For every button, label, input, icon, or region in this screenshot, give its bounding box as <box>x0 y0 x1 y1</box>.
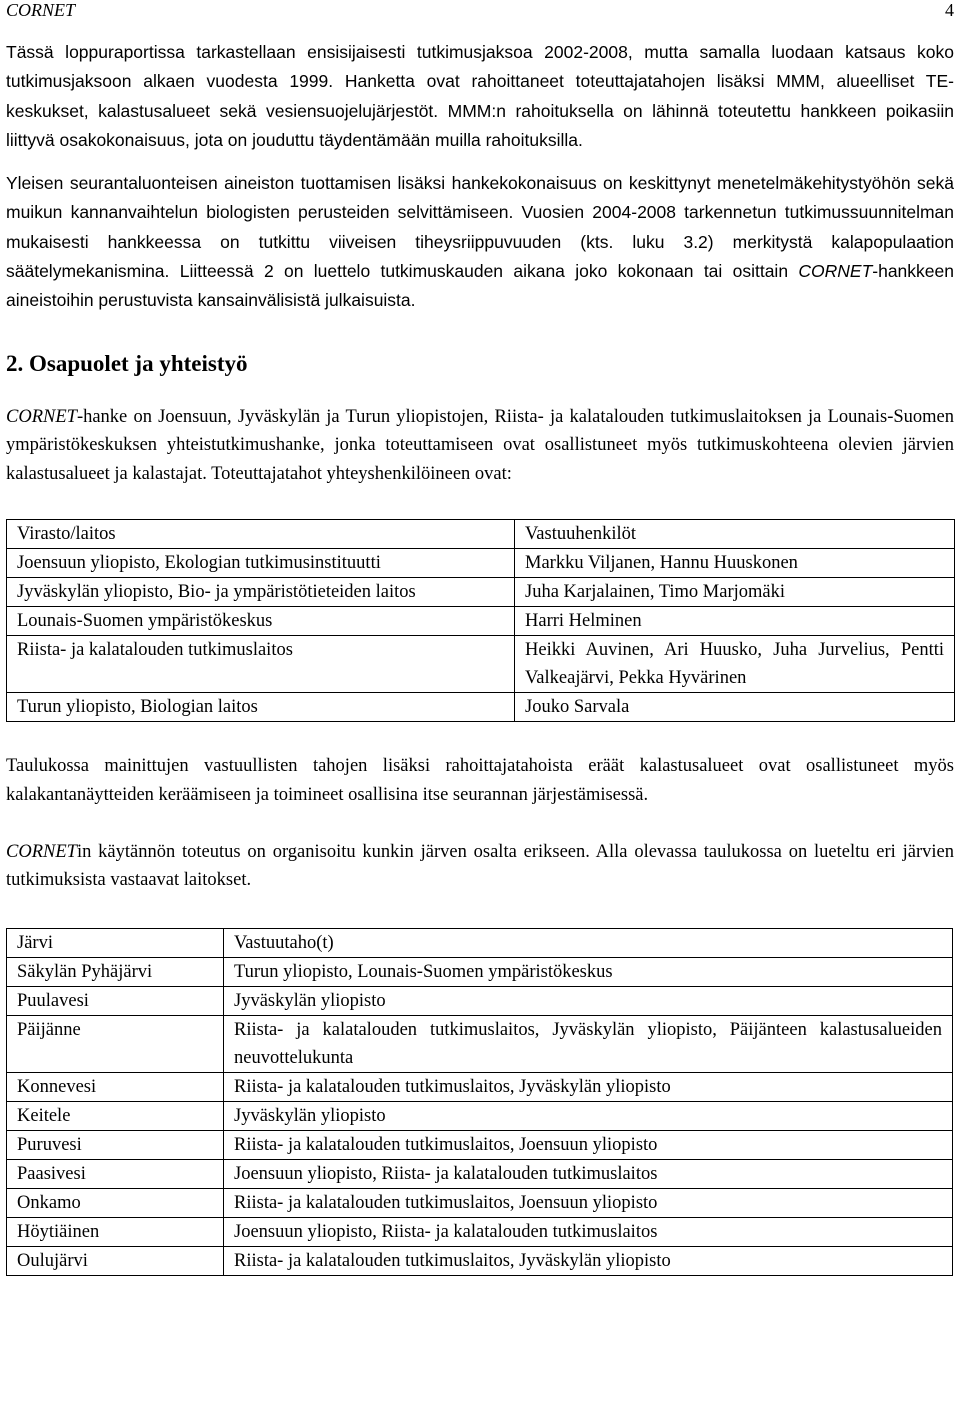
table-row <box>7 578 955 607</box>
table-cell: Harri Helminen <box>515 607 955 636</box>
cornet-emphasis: CORNET <box>6 841 77 862</box>
table-header-cell: Vastuuhenkilöt <box>515 520 955 549</box>
table-cell: Riista- ja kalatalouden tutkimuslaitos, Jyväskylän yliopisto <box>224 1072 953 1101</box>
table-cell: Joensuun yliopisto, Riista- ja kalatalouden tutkimuslaitos <box>224 1217 953 1246</box>
cornet-emphasis: CORNET <box>798 261 873 282</box>
section-paragraph: CORNET-hanke on Joensuun, Jyväskylän ja Turun yliopistojen, Riista- ja kalatalouden tutkimuslaitoksen ja Lounais-Suomen ympäristökeskuksen yhteistutkimushanke, jonka toteuttamiseen ovat osallistuneet myös tutkimuskohteena olevien järvien kalastusalueet ja kalastajat. Toteuttajatahot yhteyshenkilöineen ovat: <box>6 406 954 484</box>
table-cell: Höytiäinen <box>7 1217 224 1246</box>
intro-paragraph-2: Yleisen seurantaluonteisen aineiston tuottamisen lisäksi hankekokonaisuus on keskittynyt menetelmäkehitystyöhön sekä muikun kannanvaihtelun biologisten perusteiden selvittämiseen. Vuosien 2004-2008 tarkennetun tutkimussuunnitelman mukaisesti hankkeessa on tutkittu viiveisen tiheysriippuvuuden (kts. luku 3.2) merkitystä kalapopulaation säätelymekanismina. Liitteessä 2 on luettelo tutkimuskauden aikana joko kokonaan tai osittain CORNET-hankkeen aineistoihin perustuvista kansainvälisistä julkaisuista. <box>6 173 954 311</box>
table-cell: Jyväskylän yliopisto <box>224 986 953 1015</box>
table-cell: Paasivesi <box>7 1159 224 1188</box>
intro-paragraph-1: Tässä loppuraportissa tarkastellaan ensisijaisesti tutkimusjaksoa 2002-2008, mutta samalla luodaan katsaus koko tutkimusjaksoon alkaen vuodesta 1999. Hanketta ovat rahoittaneet toteuttajatahojen lisäksi MMM, alueelliset TE-keskukset, kalastusalueet sekä vesiensuojelujärjestöt. MMM:n rahoituksella on lähinnä toteutettu hankkeen poikasiin liittyvä osakokonaisuus, jota on jouduttu täydentämään muilla rahoituksilla. <box>6 42 954 150</box>
table-cell: Juha Karjalainen, Timo Marjomäki <box>515 578 955 607</box>
document-page <box>6 0 954 1276</box>
table-cell: Riista- ja kalatalouden tutkimuslaitos, Joensuun yliopisto <box>224 1188 953 1217</box>
after-table-paragraph-1: Taulukossa mainittujen vastuullisten tahojen lisäksi rahoittajatahoista eräät kalastusalueet ovat osallistuneet myös kalakantanäytteiden keräämiseen ja toimineet osallisina itse seurannan järjestämisessä. <box>6 756 954 806</box>
cornet-emphasis: CORNET <box>6 406 77 427</box>
table-row <box>7 636 955 693</box>
page-header <box>6 0 954 26</box>
table-row <box>7 986 953 1015</box>
table-row <box>7 1159 953 1188</box>
table-cell: Konnevesi <box>7 1072 224 1101</box>
table-cell: Jouko Sarvala <box>515 693 955 722</box>
table-header-row <box>7 520 955 549</box>
table-cell: Puruvesi <box>7 1130 224 1159</box>
lakes-table <box>6 928 953 1276</box>
table-row <box>7 1188 953 1217</box>
table-header-row <box>7 928 953 957</box>
table-row <box>7 1101 953 1130</box>
table-cell: Oulujärvi <box>7 1246 224 1275</box>
table-cell: Markku Viljanen, Hannu Huuskonen <box>515 549 955 578</box>
page-number: 4 <box>945 0 954 20</box>
table-row <box>7 1072 953 1101</box>
table-cell: Joensuun yliopisto, Riista- ja kalatalouden tutkimuslaitos <box>224 1159 953 1188</box>
table-row <box>7 693 955 722</box>
table-cell: Lounais-Suomen ympäristökeskus <box>7 607 515 636</box>
table-row <box>7 1246 953 1275</box>
table-row <box>7 957 953 986</box>
table-cell: Turun yliopisto, Biologian laitos <box>7 693 515 722</box>
table-cell: Riista- ja kalatalouden tutkimuslaitos <box>7 636 515 693</box>
section-heading: 2. Osapuolet ja yhteistyö <box>6 350 248 376</box>
after-table-paragraph-2: CORNETin käytännön toteutus on organisoitu kunkin järven osalta erikseen. Alla olevassa taulukossa on lueteltu eri järvien tutkimuksista vastaavat laitokset. <box>6 841 954 891</box>
table-cell: Joensuun yliopisto, Ekologian tutkimusinstituutti <box>7 549 515 578</box>
table-cell: Riista- ja kalatalouden tutkimuslaitos, Joensuun yliopisto <box>224 1130 953 1159</box>
table-cell: Turun yliopisto, Lounais-Suomen ympäristökeskus <box>224 957 953 986</box>
table-cell: Puulavesi <box>7 986 224 1015</box>
table-cell: Keitele <box>7 1101 224 1130</box>
table-header-cell: Vastuutaho(t) <box>224 928 953 957</box>
table-cell: Jyväskylän yliopisto <box>224 1101 953 1130</box>
table-cell: Riista- ja kalatalouden tutkimuslaitos, Jyväskylän yliopisto <box>224 1246 953 1275</box>
table-header-cell: Virasto/laitos <box>7 520 515 549</box>
table-cell: Päijänne <box>7 1015 224 1072</box>
table-row <box>7 1015 953 1072</box>
table-cell: Heikki Auvinen, Ari Huusko, Juha Jurvelius, Pentti Valkeajärvi, Pekka Hyvärinen <box>515 636 955 693</box>
table-cell: Jyväskylän yliopisto, Bio- ja ympäristötieteiden laitos <box>7 578 515 607</box>
partners-table <box>6 519 955 722</box>
table-row <box>7 1130 953 1159</box>
table-header-cell: Järvi <box>7 928 224 957</box>
table-cell: Onkamo <box>7 1188 224 1217</box>
table-row <box>7 549 955 578</box>
table-row <box>7 1217 953 1246</box>
table-cell: Riista- ja kalatalouden tutkimuslaitos, Jyväskylän yliopisto, Päijänteen kalastusalueiden neuvottelukunta <box>224 1015 953 1072</box>
table-cell: Säkylän Pyhäjärvi <box>7 957 224 986</box>
running-title: CORNET <box>6 0 76 20</box>
table-row <box>7 607 955 636</box>
